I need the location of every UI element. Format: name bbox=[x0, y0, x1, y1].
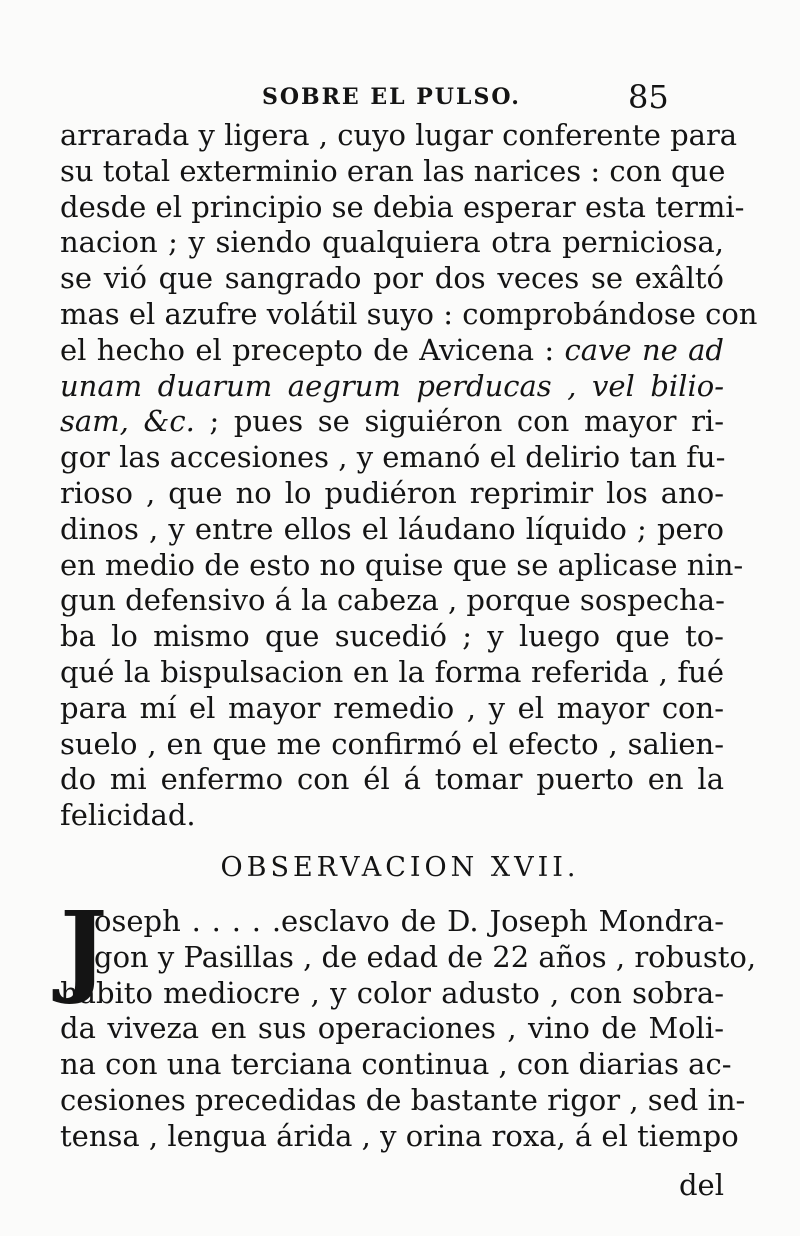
text-line: do mi enfermo con él á tomar puerto en la bbox=[60, 762, 724, 797]
page-header bbox=[0, 78, 800, 118]
text-line: arrarada y ligera , cuyo lugar conferente para bbox=[60, 118, 738, 152]
text-line: gun defensivo á la cabeza , porque sospecha- bbox=[60, 583, 725, 618]
italic-quote: sam, &c. bbox=[60, 404, 195, 439]
text-line: oseph . . . . .esclavo de D. Joseph Mondra- bbox=[94, 904, 724, 938]
text-line: mas el azufre volátil suyo : comprobándose con bbox=[60, 296, 758, 331]
text-line bbox=[60, 333, 724, 369]
text-line: dinos , y entre ellos el láudano líquido ; pero bbox=[60, 511, 724, 546]
section-heading: OBSERVACION XVII. bbox=[220, 852, 580, 883]
text-line: se vió que sangrado por dos veces se exâltó bbox=[60, 261, 724, 296]
text-line: ba lo mismo que sucedió ; y luego que to- bbox=[60, 619, 724, 654]
text-line: felicidad. bbox=[60, 798, 196, 833]
text-run: ; pues se siguiéron con mayor ri- bbox=[209, 404, 725, 439]
text-line: qué la bispulsacion en la forma referida , fué bbox=[60, 654, 724, 689]
running-head: SOBRE EL PULSO. bbox=[262, 84, 521, 110]
text-line: cesiones precedidas de bastante rigor , sed in- bbox=[60, 1082, 746, 1117]
text-line: su total exterminio eran las narices : con que bbox=[60, 153, 726, 188]
italic-quote: cave ne ad bbox=[564, 332, 724, 367]
text-run: el hecho el precepto de Avicena : bbox=[60, 332, 555, 367]
text-line: para mí el mayor remedio , y el mayor con- bbox=[60, 690, 724, 725]
catchword: del bbox=[678, 1168, 724, 1202]
italic-quote-line: unam duarum aegrum perducas , vel bilio- bbox=[60, 368, 724, 403]
text-line: en medio de esto no quise que se aplicase nin- bbox=[60, 547, 744, 582]
text-line: desde el principio se debia esperar esta termi- bbox=[60, 189, 745, 224]
drop-cap: J bbox=[60, 889, 108, 1007]
text-line bbox=[60, 404, 724, 440]
text-line: tensa , lengua árida , y orina roxa, á el tiempo bbox=[60, 1118, 739, 1153]
paragraph-2 bbox=[60, 889, 757, 1155]
text-line: na con una terciana continua , con diarias ac- bbox=[60, 1047, 732, 1082]
text-line: gor las accesiones , y emanó el delirio tan fu- bbox=[60, 440, 726, 475]
text-line: rioso , que no lo pudiéron reprimir los ano- bbox=[60, 475, 724, 510]
paragraph-1 bbox=[60, 118, 758, 834]
page-number: 85 bbox=[628, 78, 669, 116]
text-line: da viveza en sus operaciones , vino de Moli- bbox=[60, 1011, 724, 1046]
text-line: gon y Pasillas , de edad de 22 años , robusto, bbox=[94, 939, 757, 974]
text-line: hábito mediocre , y color adusto , con sobra- bbox=[60, 975, 724, 1010]
text-line: nacion ; y siendo qualquiera otra perniciosa, bbox=[60, 225, 724, 260]
text-line: suelo , en que me confirmó el efecto , salien- bbox=[60, 726, 724, 761]
